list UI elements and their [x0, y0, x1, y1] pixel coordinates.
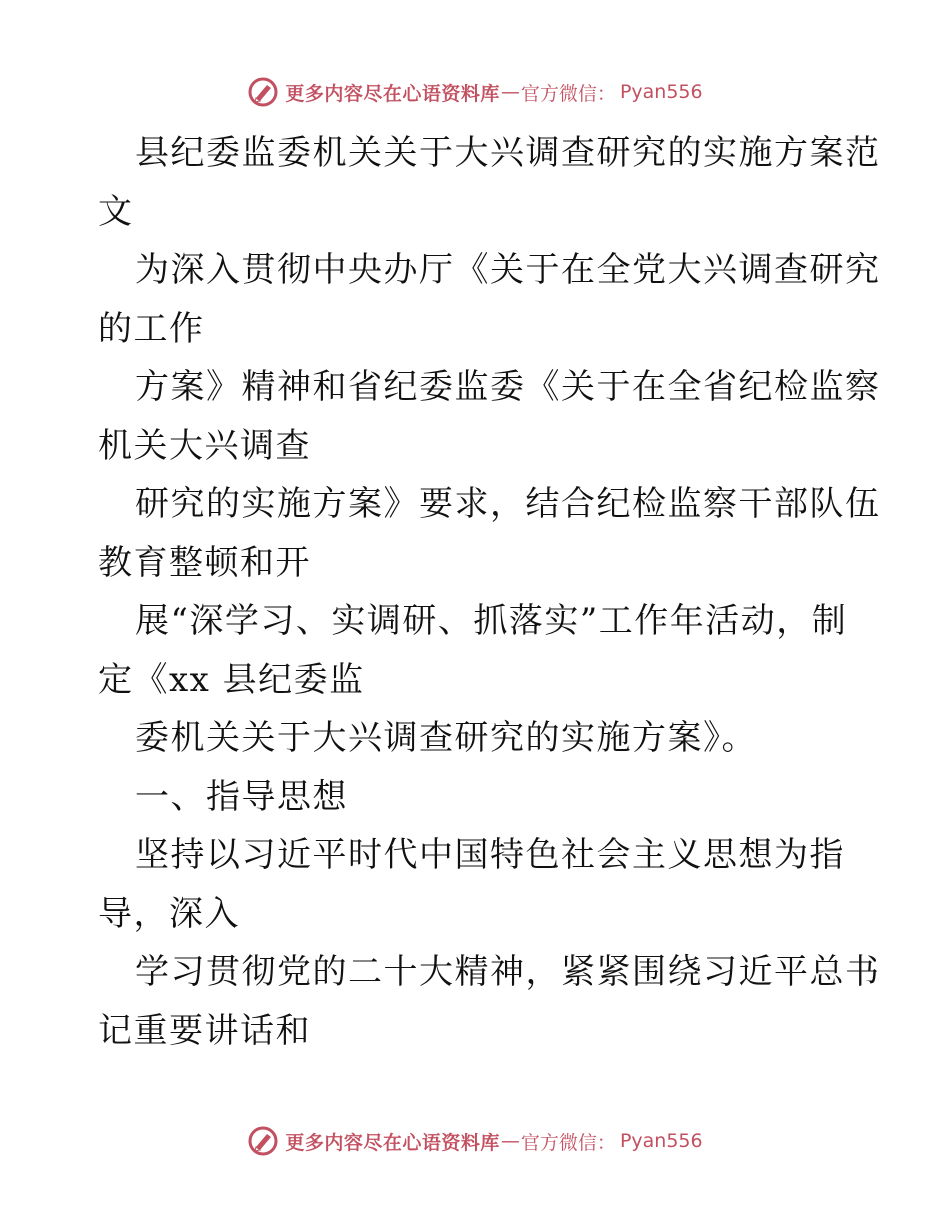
text-line: 为深入贯彻中央办厅《关于在全党大兴调查研究 — [135, 250, 881, 290]
watermark-brand: 更多内容尽在心语资料库 — [285, 1131, 500, 1154]
document-body — [98, 124, 881, 1060]
text-line: 县纪委监委机关关于大兴调查研究的实施方案范 — [135, 133, 881, 173]
watermark-label: 官方微信： — [520, 1131, 616, 1154]
text-line: 展“深学习、实调研、抓落实”工作年活动，制 — [135, 601, 848, 641]
text-line: 研究的实施方案》要求，结合纪检监察干部队伍 — [135, 484, 881, 524]
pen-logo-icon — [247, 1125, 279, 1157]
text-line: 学习贯彻党的二十大精神，紧紧围绕习近平总书 — [135, 952, 881, 992]
text-line: 一、指导思想 — [135, 776, 348, 817]
text-line: 记重要讲话和 — [98, 1010, 311, 1051]
header-watermark — [0, 72, 950, 112]
text-line: 方案》精神和省纪委监委《关于在全省纪检监察 — [135, 367, 881, 407]
watermark-label: 官方微信： — [520, 82, 616, 105]
watermark-separator: — — [500, 1130, 520, 1152]
text-line: 定《xx 县纪委监 — [98, 659, 365, 700]
text-line: 坚持以习近平时代中国特色社会主义思想为指 — [135, 835, 845, 875]
text-line: 机关大兴调查 — [98, 425, 311, 466]
text-line: 的工作 — [98, 308, 205, 349]
watermark-id: Pyan556 — [619, 1130, 703, 1152]
text-line: 委机关关于大兴调查研究的实施方案》。 — [135, 718, 757, 758]
text-line: 教育整顿和开 — [98, 542, 311, 583]
text-line: 导，深入 — [98, 893, 240, 934]
watermark-brand: 更多内容尽在心语资料库 — [285, 82, 500, 105]
watermark-id: Pyan556 — [619, 81, 703, 103]
text-line: 文 — [98, 191, 134, 232]
pen-logo-icon — [247, 76, 279, 108]
watermark-separator: — — [500, 81, 520, 103]
footer-watermark — [0, 1121, 950, 1161]
